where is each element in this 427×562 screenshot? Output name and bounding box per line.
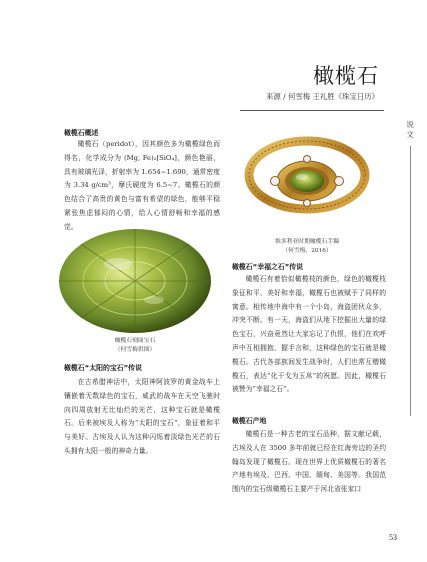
gem-caption-line2: （何雪梅供图）	[114, 347, 156, 353]
gem-caption	[56, 337, 214, 355]
bracelet-caption	[232, 238, 382, 256]
luck-legend-heading: 橄榄石“幸福之石”传说	[232, 263, 304, 271]
sun-legend-heading: 橄榄石“太阳的宝石”传说	[64, 364, 142, 372]
sun-legend-paragraph: 在古希腊神话中，太阳神阿波罗的黄金战车上镶嵌着无数绿色的宝石，威武的战车在天空飞驰时向四周放射无比灿烂的光芒，这种宝石就是橄榄石。后来被埃及人称为“太阳的宝石”，象征着和平与美好。古埃及人认为这种闪烁着淡绿色光芒的石头拥有太阳一般的神奇力量。	[64, 378, 220, 455]
origin-paragraph: 橄榄石是一种古老的宝石品种，据文献记载，古埃及人在 3500 多年前就已经在红海旁边的圣约翰岛发现了橄榄石。现在世界上优质橄榄石的著名产地有埃及、巴西、中国、缅甸、美国等。我国范围内的宝石级橄榄石主要产于河北省张家口	[232, 430, 386, 494]
side-rule	[410, 146, 411, 416]
sun-legend-text	[64, 376, 220, 459]
luck-legend-paragraph: 橄榄石有着恰似橄榄枝的颜色，绿色的橄榄枝象征和平、美好和幸福，橄榄石也被赋予了同样的寓意。相传地中海中有一个小岛，海盗团伙众多，冲突不断。有一天，海盗们从地下挖掘出大量的绿色宝石，兴奋竟然让大家忘记了仇恨，他们在欢呼声中互相拥抱、握手言和，这种绿色的宝石就是橄榄石。古代各部族间发生战争时，人们也常互赠橄榄石，表达“化干戈为玉帛”的祝愿。因此，橄榄石被赞为“幸福之石”。	[232, 275, 386, 394]
origin-heading: 橄榄石产地	[232, 417, 267, 425]
bracelet-caption-line2: （何雪梅，2016）	[282, 248, 332, 254]
gem-caption-line1: 橄榄石刻面宝石	[114, 338, 156, 344]
bracelet-image	[232, 115, 382, 235]
overview-heading: 橄榄石概述	[64, 129, 99, 137]
page-title: 橄榄石	[313, 64, 379, 88]
overview-paragraph: 橄榄石（peridot），因其颜色多为橄榄绿色而得名，化学成分为 (Mg, Fe)₂[SiO₄]，颜色艳丽，具有玻璃光泽，折射率为 1.654~1.690，通常密度为 3.34 g/cm³，摩氏硬度为 6.5~7。橄榄石的颜色结合了高贵的黄色与富有希望的绿色，能够平稳紧张焦虑郁闷的心情，给人心情舒畅和幸福的感觉。	[64, 140, 220, 231]
bracelet-caption-line1: 维多利亚时期橄榄石手镯	[275, 239, 339, 245]
article-source: 来源 / 何雪梅 王礼胜《珠宝日历》	[265, 92, 379, 101]
page-number: 53	[389, 533, 397, 542]
luck-legend-text	[232, 273, 386, 397]
overview-text	[64, 138, 220, 235]
title-rule	[240, 110, 384, 111]
side-tab-label: 说文	[406, 120, 414, 139]
origin-text	[232, 428, 386, 497]
peridot-gem-image	[56, 226, 214, 336]
